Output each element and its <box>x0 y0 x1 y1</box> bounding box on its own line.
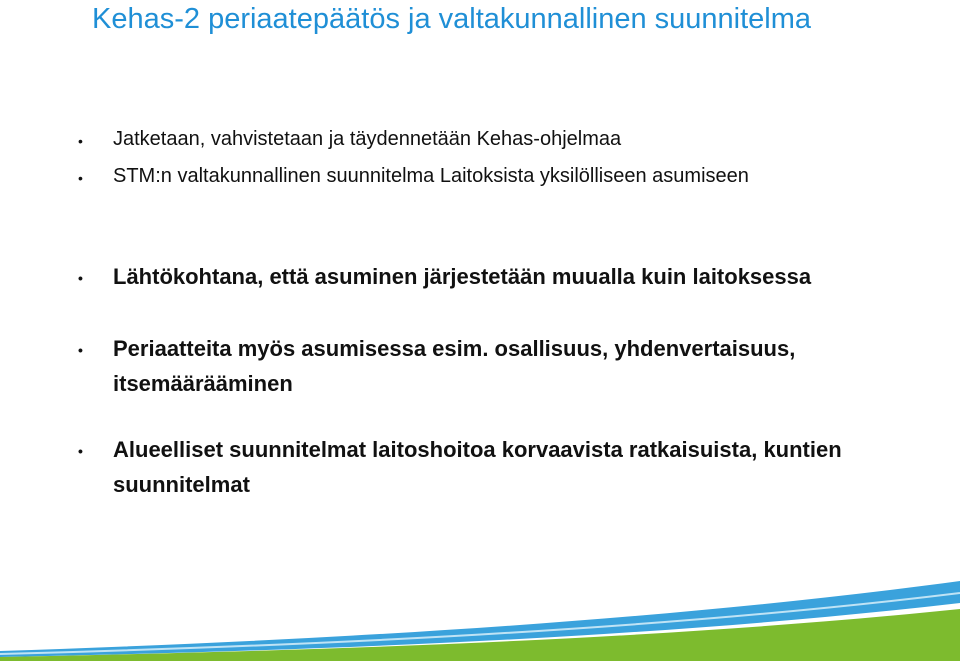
bullet-text: Lähtökohtana, että asuminen järjestetään muualla kuin laitoksessa <box>113 264 812 289</box>
slide-title: Kehas-2 periaatepäätös ja valtakunnallinen suunnitelma <box>92 3 812 35</box>
bullet-item <box>78 121 878 158</box>
bullet-item <box>78 259 878 294</box>
bullet-text: Alueelliset suunnitelmat laitoshoitoa korvaavista ratkaisuista, kuntien suunnitelmat <box>113 437 842 497</box>
bullet-icon: • <box>78 443 83 459</box>
bullet-item <box>78 432 878 502</box>
bullet-text: STM:n valtakunnallinen suunnitelma Laitoksista yksilölliseen asumiseen <box>113 165 749 187</box>
bullet-icon: • <box>78 170 83 186</box>
bullet-item <box>78 158 878 195</box>
bullet-icon: • <box>78 133 83 149</box>
decorative-wave-graphic <box>0 561 960 661</box>
bullet-text: Periaatteita myös asumisessa esim. osallisuus, yhdenvertaisuus, itsemäärääminen <box>113 336 796 396</box>
bullet-item <box>78 331 878 401</box>
bullet-icon: • <box>78 342 83 358</box>
bullet-text: Jatketaan, vahvistetaan ja täydennetään Kehas-ohjelmaa <box>113 128 622 150</box>
bullet-icon: • <box>78 270 83 286</box>
